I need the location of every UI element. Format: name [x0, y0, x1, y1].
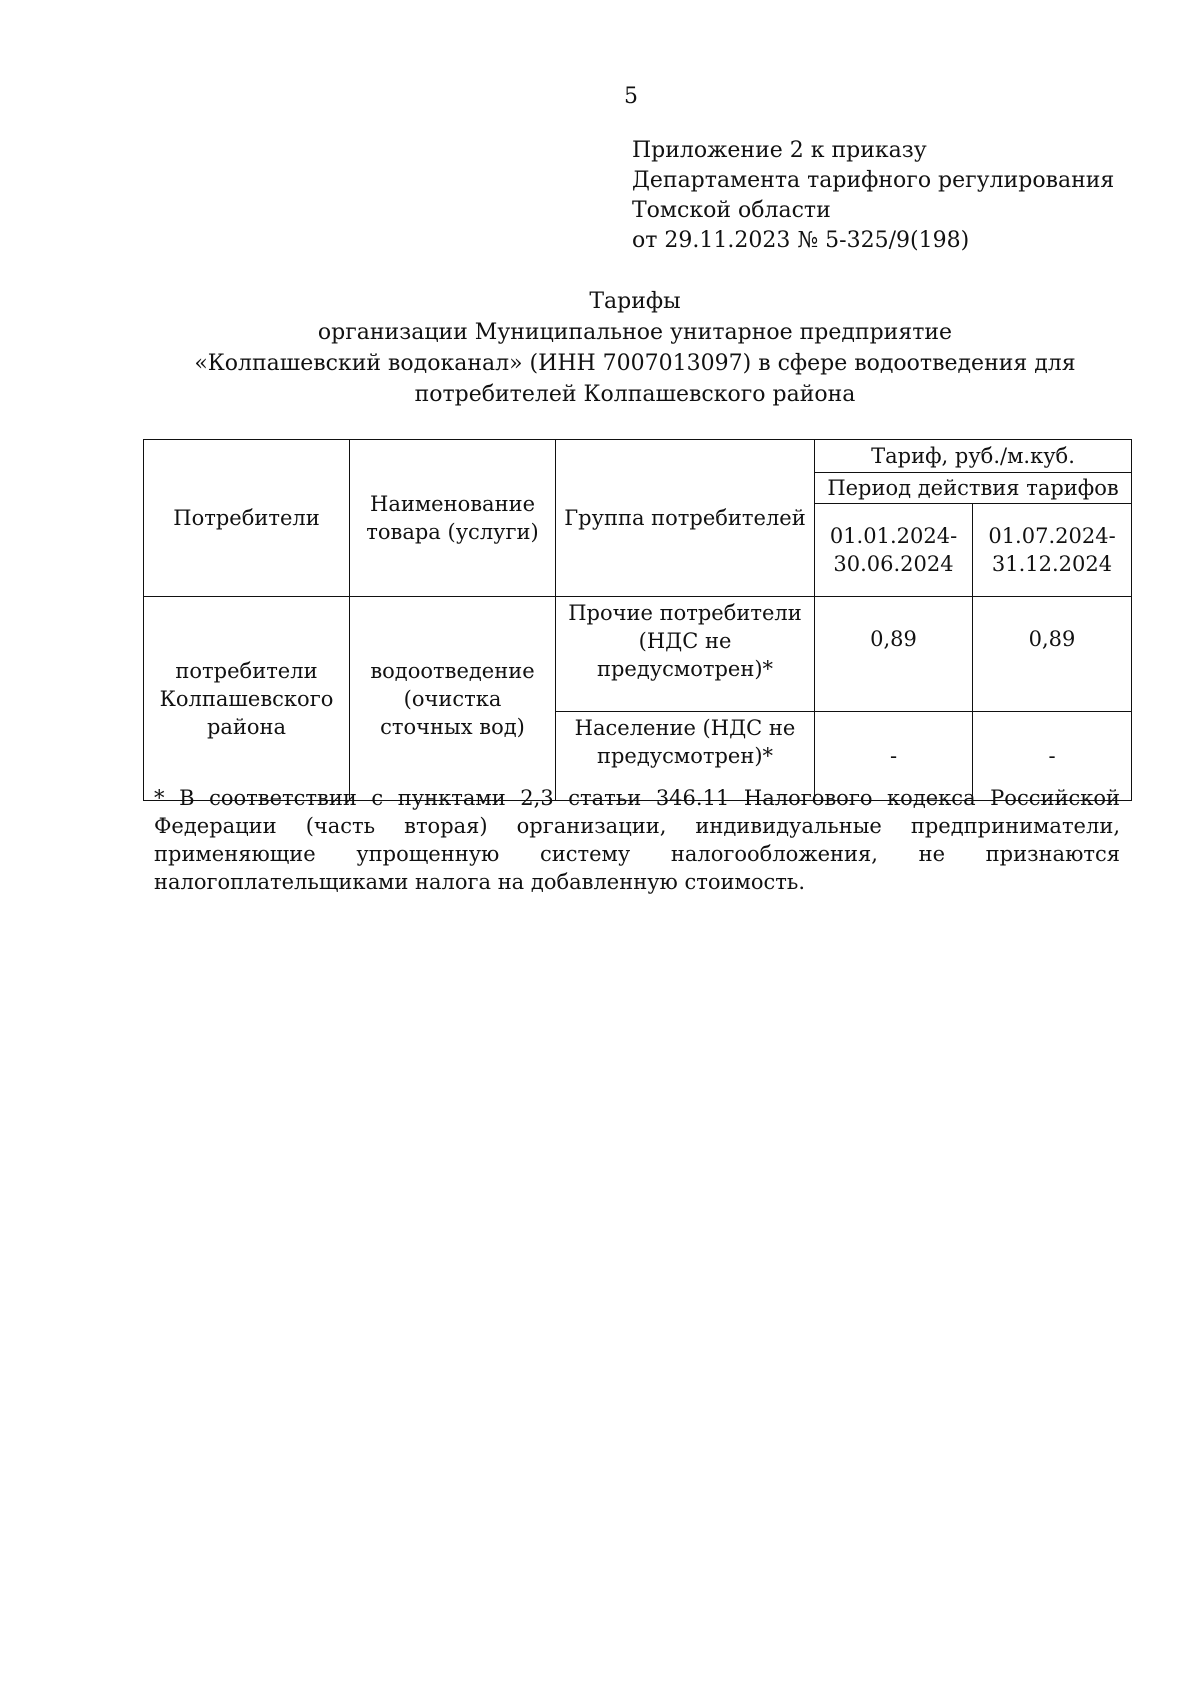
table-row: [144, 597, 1132, 712]
page-number: 5: [624, 84, 638, 109]
header-period: Период действия тарифов: [815, 473, 1132, 504]
cell-value-period-2: -: [973, 712, 1132, 801]
title-line: потребителей Колпашевского района: [414, 382, 856, 407]
cell-group: Население (НДС не предусмотрен)*: [556, 712, 815, 801]
cell-service: водоотведение (очистка сточных вод): [350, 597, 556, 801]
appendix-line: от 29.11.2023 № 5-325/9(198): [632, 228, 970, 253]
appendix-line: Томской области: [632, 198, 831, 223]
document-title: [140, 286, 1130, 410]
cell-consumers: потребители Колпашевского района: [144, 597, 350, 801]
header-consumer-group: Группа потребителей: [556, 440, 815, 597]
header-tariff: Тариф, руб./м.куб.: [815, 440, 1132, 473]
appendix-block: [632, 136, 1114, 256]
header-consumers: Потребители: [144, 440, 350, 597]
appendix-line: Департамента тарифного регулирования: [632, 168, 1115, 193]
header-service-name: Наименование товара (услуги): [350, 440, 556, 597]
cell-value-period-1: 0,89: [815, 597, 973, 712]
title-line: организации Муниципальное унитарное предприятие: [317, 320, 953, 345]
cell-value-period-1: -: [815, 712, 973, 801]
cell-group: Прочие потребители (НДС не предусмотрен)*: [556, 597, 815, 712]
footnote: * В соответствии с пунктами 2,3 статьи 346.11 Налогового кодекса Российской Федерации (часть вторая) организации, индивидуальные предприниматели, применяющие упрощенную систему налогообложения, не признаются налогоплательщиками налога на добавленную стоимость.: [154, 786, 1120, 894]
title-line: Тарифы: [589, 289, 681, 314]
header-period-2: 01.07.2024-31.12.2024: [973, 504, 1132, 597]
appendix-line: Приложение 2 к приказу: [632, 138, 927, 163]
header-period-1: 01.01.2024-30.06.2024: [815, 504, 973, 597]
cell-value-period-2: 0,89: [973, 597, 1132, 712]
title-line: «Колпашевский водоканал» (ИНН 7007013097) в сфере водоотведения для: [194, 351, 1076, 376]
tariff-table: [143, 439, 1132, 801]
table-header-row: [144, 440, 1132, 473]
